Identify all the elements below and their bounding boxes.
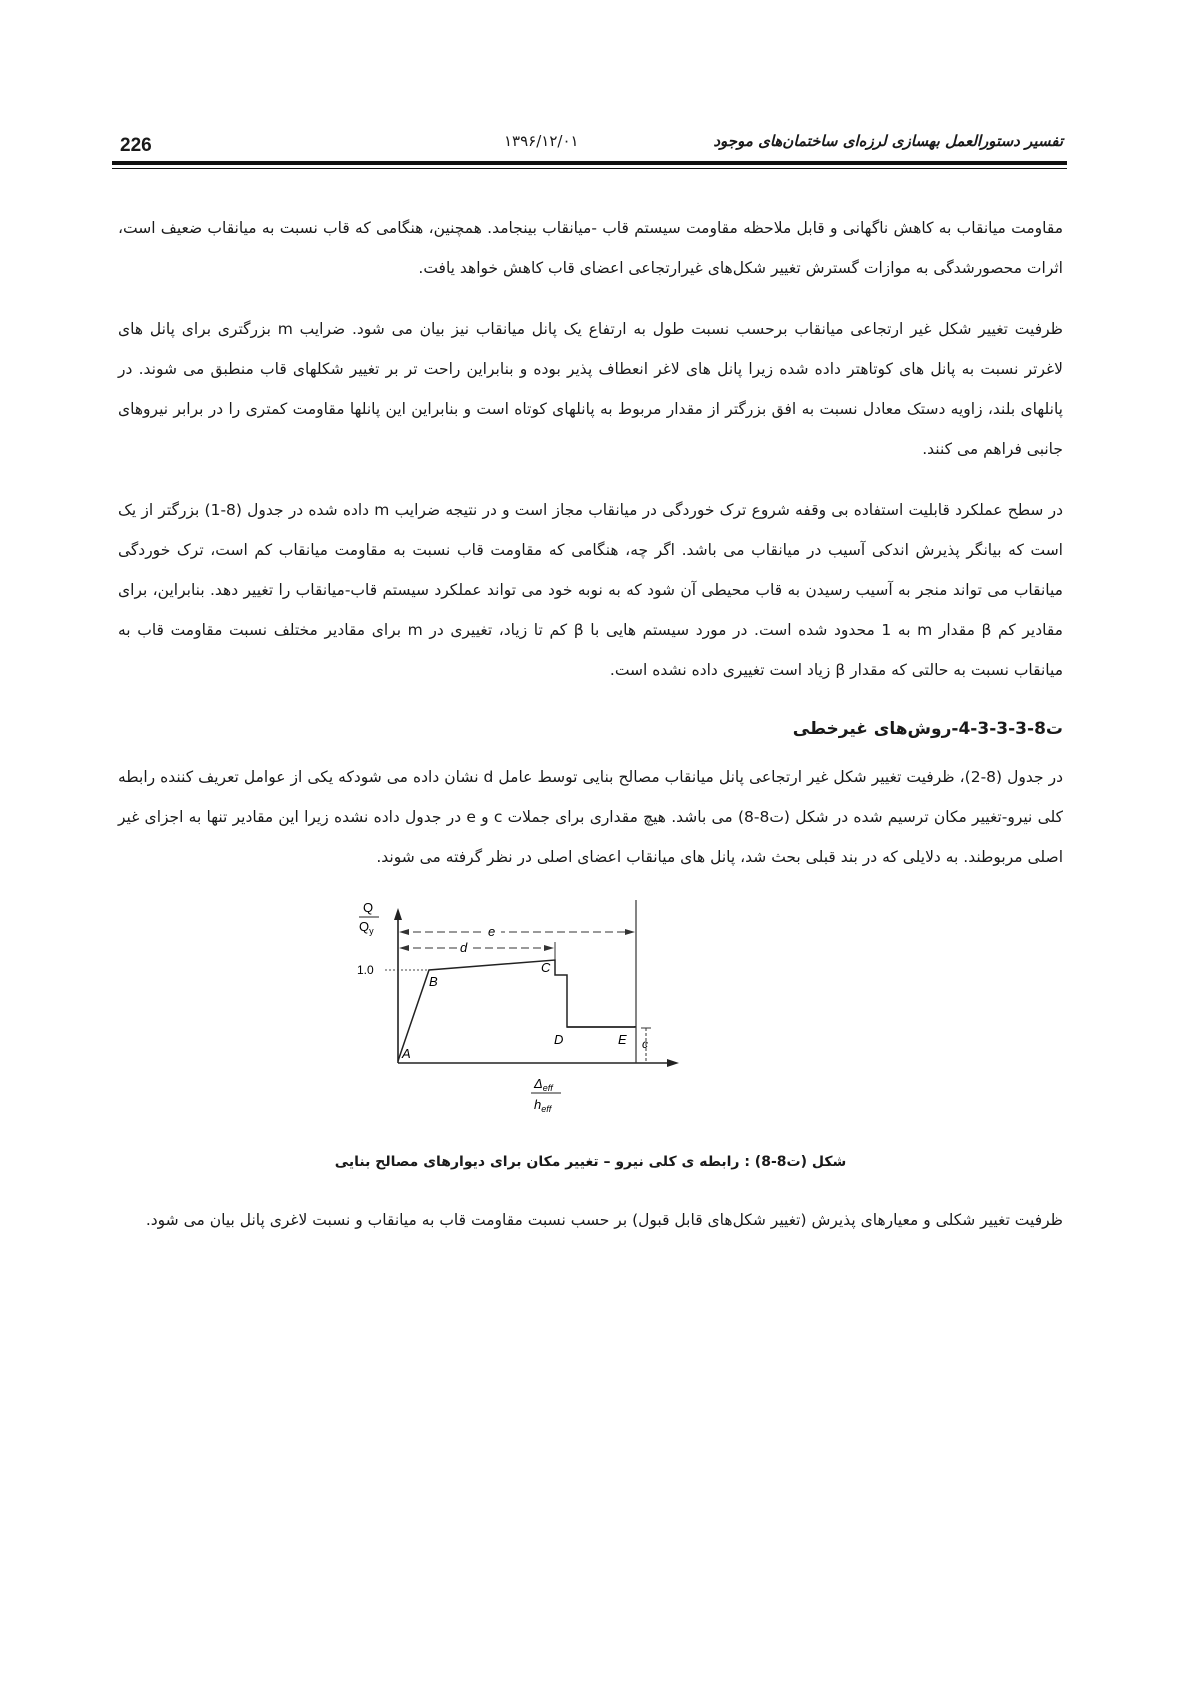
- dim-d-label: d: [460, 940, 468, 955]
- x-label-den: $h_{eff}$: [534, 1097, 552, 1114]
- dim-c-label: c: [642, 1037, 648, 1051]
- x-axis-arrow: [667, 1059, 679, 1067]
- y-axis-arrow: [394, 908, 402, 920]
- page-header: [112, 130, 1067, 170]
- header-title: تفسیر دستورالعمل بهسازی لرزه‌ای ساختمان‌های موجود: [713, 132, 1063, 150]
- point-e-label: E: [618, 1032, 627, 1047]
- paragraph-2: ظرفیت تغییر شکل غیر ارتجاعی میانقاب برحسب نسبت طول به ارتفاع یک پانل میانقاب نیز بیان می شود. ضرایب m بزرگتری برای پانل های لاغرتر نسبت به پانل های کوتاهتر داده شده زیرا پانل های لاغر انعطاف پذیر بوده و بنابراین راحت تر بر تغییر شکلهای قاب منطبق می شوند. در پانلهای بلند، زاویه دستک معادل نسبت به افق بزرگتر از مقدار مربوط به پانلهای کوتاه است و بنابراین این پانلها مقاومت کمتری را در برابر نیروهای جانبی فراهم می کنند.: [118, 320, 1063, 458]
- section-heading: ت8-3-3-3-4-روش‌های غیرخطی: [792, 719, 1063, 739]
- paragraph-last: ظرفیت تغییر شکلی و معیارهای پذیرش (تغییر شکل‌های قابل قبول) بر حسب نسبت مقاومت قاب به میانقاب و نسبت لاغری پانل بیان می شود.: [145, 1211, 1063, 1229]
- page-number: 226: [120, 135, 152, 156]
- header-rule-thin: [112, 168, 1067, 169]
- dim-e-label: e: [488, 924, 496, 939]
- dim-e-arrow-right: [625, 929, 635, 935]
- x-label-num: $\Delta_{eff}$: [534, 1076, 553, 1093]
- figure-caption: شکل (ت8-8) : رابطه ی کلی نیرو – تغییر مکان برای دیوارهای مصالح بنایی: [334, 1154, 847, 1170]
- point-b-label: B: [429, 974, 438, 989]
- paragraph-nonlinear: در جدول (8-2)، ظرفیت تغییر شکل غیر ارتجاعی پانل میانقاب مصالح بنایی توسط عامل d نشان داده می شودکه یکی از عوامل تعریف کننده رابطه کلی نیرو-تغییر مکان ترسیم شده در شکل (ت8-8) می باشد. هیچ مقداری برای جملات c و e در جدول داده نشده زیرا این مقادیر تنها به اجزای غیر اصلی مربوطند. به دلایلی که در بند قبلی بحث شد، پانل های میانقاب اعضای اصلی در نظر گرفته می شوند.: [118, 768, 1064, 866]
- point-a-label: A: [402, 1046, 411, 1061]
- y-label-den: $Q_y$: [359, 919, 374, 936]
- dim-d-arrow-right: [544, 945, 554, 951]
- dim-e-arrow-left: [399, 929, 409, 935]
- paragraph-1: مقاومت میانقاب به کاهش ناگهانی و قابل ملاحظه مقاومت سیستم قاب -میانقاب بینجامد. همچنین، هنگامی که قاب نسبت به میانقاب ضعیف است، اثرات محصورشدگی به موازات گسترش تغییر شکل‌های غیرارتجاعی اعضای قاب کاهش خواهد یافت.: [118, 219, 1063, 277]
- header-date: ۱۳۹۶/۱۲/۰۱: [504, 132, 579, 150]
- dim-d-arrow-left: [399, 945, 409, 951]
- header-rule: [112, 161, 1067, 165]
- page-content: [118, 208, 1063, 1261]
- figure: [118, 898, 1063, 1128]
- paragraph-3: در سطح عملکرد قابلیت استفاده بی وقفه شروع ترک خوردگی در میانقاب مجاز است و در نتیجه ضرایب m داده شده در جدول (8-1) بزرگتر از یک است که بیانگر پذیرش اندکی آسیب در میانقاب می باشد. اگر چه، هنگامی که مقاومت قاب نسبت به مقاومت میانقاب کم است، ترک خوردگی میانقاب می تواند منجر به آسیب رسیدن به قاب محیطی آن شود که به نوبه خود می تواند عملکرد سیستم قاب-میانقاب را تغییر دهد. بنابراین، برای مقادیر کم β مقدار m به 1 محدود شده است. در مورد سیستم هایی با β کم تا زیاد، تغییری در m برای مقادیر مختلف نسبت مقاومت قاب به میانقاب نسبت به حالتی که مقدار β زیاد است تغییری داده نشده است.: [118, 501, 1063, 679]
- y-label-num: Q: [363, 900, 374, 915]
- tick-1-0: 1.0: [357, 963, 374, 977]
- point-d-label: D: [554, 1032, 564, 1047]
- force-displacement-diagram: [353, 898, 713, 1128]
- point-c-label: C: [541, 960, 551, 975]
